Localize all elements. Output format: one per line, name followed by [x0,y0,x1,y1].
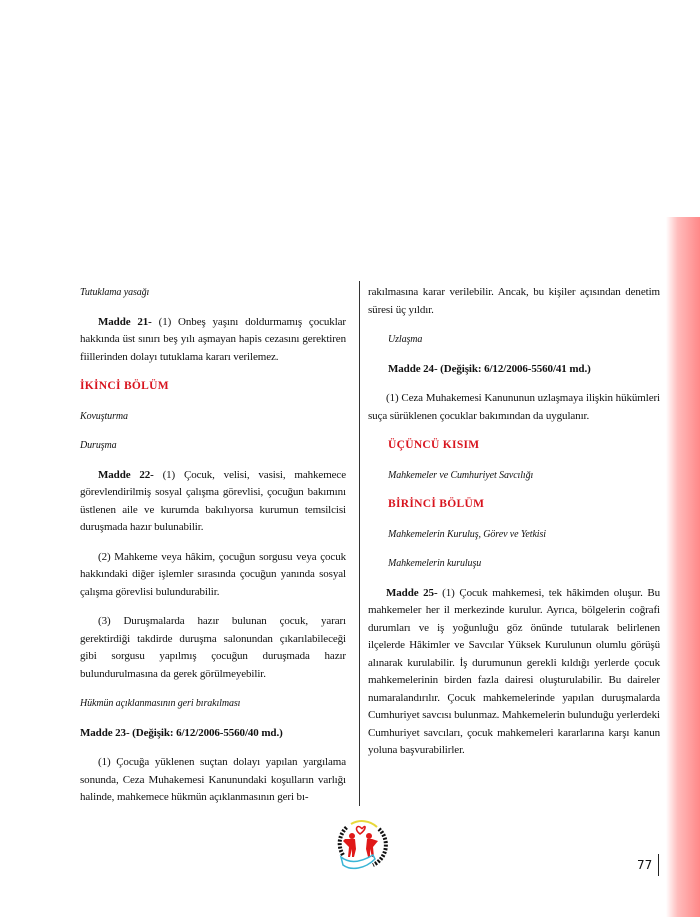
organization-logo [333,815,391,877]
subheading-kurulusu: Mahkemelerin kuruluşu [388,558,482,569]
article-label: Madde 25- [386,586,438,599]
article-22 [80,467,346,537]
subheading-hukmun: Hükmün açıklanmasının geri bırakılması [80,698,241,709]
subheading-uzlasma: Uzlaşma [388,334,423,345]
article-23-heading: Madde 23- (Değişik: 6/12/2006-5560/40 md.) [80,726,283,739]
subheading-mahkemeler: Mahkemeler ve Cumhuriyet Savcılığı [388,469,534,481]
article-23-paragraph-1: (1) Çocuğa yüklenen suçtan dolayı yapılan yargılama sonunda, Ceza Muhakemesi Kanunundaki koşulların varlığı halinde, mahkemece hükmün açıklanmasının geri bı- [80,756,346,803]
article-text: (1) Onbeş yaşını doldurmamış çocuklar hakkında üst sınırı beş yılı aşmayan hapis cezasını gerektiren fiillerinden dolayı tutuklama kararı verilemez. [80,315,346,363]
section-heading-ucuncu-kisim: ÜÇÜNCÜ KISIM [388,439,480,451]
article-24-paragraph-1: (1) Ceza Muhakemesi Kanununun uzlaşmaya ilişkin hükümleri suça sürüklenen çocuklar bakımından da uygulanır. [368,392,660,422]
section-heading-birinci-bolum: BİRİNCİ BÖLÜM [388,498,485,510]
article-25 [368,585,660,760]
left-column [80,284,346,819]
article-21 [80,314,346,367]
article-22-paragraph-2: (2) Mahkeme veya hâkim, çocuğun sorgusu veya çocuk hakkındaki diğer işlemler sırasında çocuğun yanında sosyal çalışma görevlisi bulundurabilir. [80,550,346,598]
article-22-paragraph-3: (3) Duruşmalarda hazır bulunan çocuk, yararı gerektirdiği takdirde duruşma salonundan çıkarılabileceği gibi sorgusu yapılmış çocuğun duruşmada hazır bulundurulmasına da gerek görülmeyebilir. [80,615,346,680]
side-tab-decoration [666,217,700,917]
right-column [368,284,660,772]
article-label: Madde 22- [98,468,154,481]
subheading-tutuklama: Tutuklama yasağı [80,287,150,298]
article-text: (1) Çocuk mahkemesi, tek hâkimden oluşur. Bu mahkemeler her il merkezinde kurulur. Ayrıca, bölgelerin coğrafi durumları ve iş yoğunluğu göz önünde tutularak belirlenen ilçelerde Hâkimler ve Savcılar Yüksek Kurulunun olumlu görüşü alınarak kurulabilir. İş durumunun gerekli kıldığı yerlerde çocuk mahkemelerinin birden fazla dairesi oluşturulabilir. Bu daireler numaralandırılır. Çocuk mahkemelerinde yapılan duruşmalarda Cumhuriyet savcısı bulunmaz. Mahkemelerin bulunduğu yerlerdeki Cumhuriyet savcıları, çocuk mahkemeleri kararlarına karşı kanun yoluna başvurabilirler. [368,586,661,756]
article-23-continuation: rakılmasına karar verilebilir. Ancak, bu kişiler açısından denetim süresi üç yıldır. [368,286,660,316]
subheading-kurulus-gorev: Mahkemelerin Kuruluş, Görev ve Yetkisi [388,528,546,540]
article-text: (1) Çocuk, velisi, vasisi, mahkemece görevlendirilmiş sosyal çalışma görevlisi, çocuğun bakımını üstlenen aile ve kurumda bakılıyorsa kurumun temsilcisi duruşmada hazır bulunabilir. [80,468,346,533]
page-number: 77 [637,858,653,872]
subheading-durusma: Duruşma [80,440,117,451]
subheading-kovusturma: Kovuşturma [80,410,128,422]
section-heading-ikinci-bolum: İKİNCİ BÖLÜM [80,380,169,392]
page-number-rule [658,854,659,876]
article-24-heading: Madde 24- (Değişik: 6/12/2006-5560/41 md.) [388,362,591,375]
article-label: Madde 21- [98,315,152,328]
column-divider [359,281,360,806]
